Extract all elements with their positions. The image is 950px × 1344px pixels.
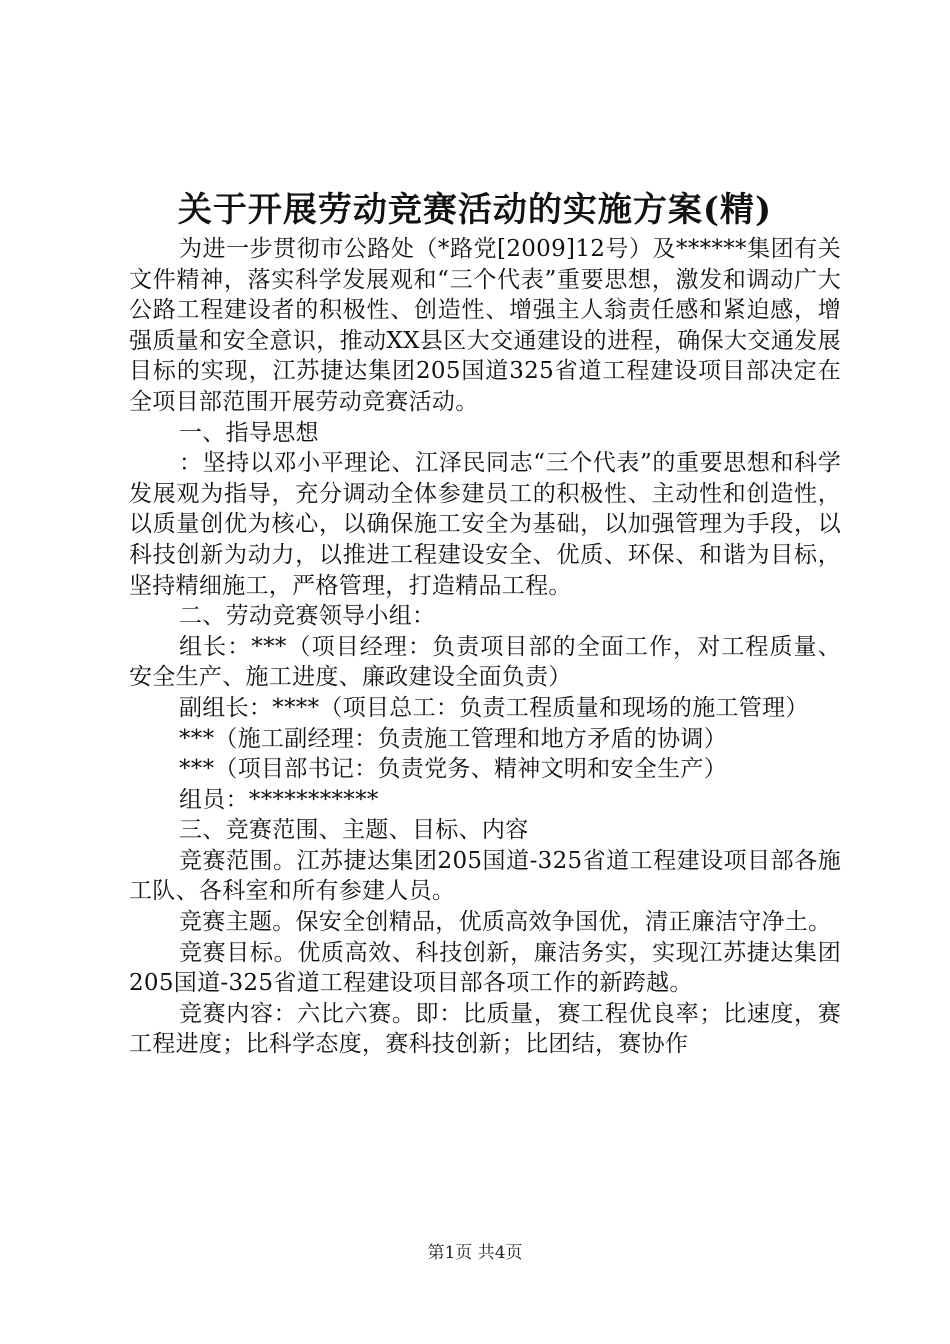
paragraph-deputy-leader: 副组长：****（项目总工：负责工程质量和现场的施工管理）	[179, 694, 809, 721]
heading-guiding-ideology: 一、指导思想	[179, 419, 319, 446]
paragraph-group-leader: 组长：***（项目经理：负责项目部的全面工作，对工程质量、安全生产、施工进度、廉政建设全面负责）	[129, 633, 841, 691]
document-title: 关于开展劳动竞赛活动的实施方案(精)	[177, 190, 773, 230]
paragraph-members: 组员：***********	[179, 786, 379, 813]
paragraph-competition-content: 竞赛内容：六比六赛。即：比质量，赛工程优良率；比速度，赛工程进度；比科学态度，赛科技创新；比团结，赛协作	[129, 1000, 841, 1058]
heading-competition-scope: 三、竞赛范围、主题、目标、内容	[179, 817, 529, 844]
paragraph-competition-goal: 竞赛目标。优质高效、科技创新，廉洁务实，实现江苏捷达集团205国道-325省道工程建设项目部各项工作的新跨越。	[129, 939, 841, 997]
paragraph-guiding-ideology: ：坚持以邓小平理论、江泽民同志“三个代表”的重要思想和科学发展观为指导，充分调动全体参建员工的积极性、主动性和创造性，以质量创优为核心，以确保施工安全为基础，以加强管理为手段，以科技创新为动力，以推进工程建设安全、优质、环保、和谐为目标，坚持精细施工，严格管理，打造精品工程。	[129, 450, 841, 599]
heading-leadership-group: 二、劳动竞赛领导小组：	[179, 603, 436, 630]
paragraph-construction-deputy: ***（施工副经理：负责施工管理和地方矛盾的协调）	[179, 725, 727, 752]
paragraph-intro: 为进一步贯彻市公路处（*路党[2009]12号）及******集团有关文件精神，落实科学发展观和“三个代表”重要思想，激发和调动广大公路工程建设者的积极性、创造性、增强主人翁责任感和紧迫感，增强质量和安全意识，推动XX县区大交通建设的进程，确保大交通发展目标的实现，江苏捷达集团205国道325省道工程建设项目部决定在全项目部范围开展劳动竞赛活动。	[129, 236, 841, 415]
paragraph-competition-range: 竞赛范围。江苏捷达集团205国道-325省道工程建设项目部各施工队、各科室和所有参建人员。	[129, 847, 841, 905]
page-number: 第1页 共4页	[427, 1243, 523, 1263]
document-body	[129, 234, 841, 1060]
paragraph-competition-theme: 竞赛主题。保安全创精品，优质高效争国优，清正廉洁守净土。	[179, 909, 832, 936]
paragraph-party-secretary: ***（项目部书记：负责党务、精神文明和安全生产）	[179, 756, 727, 783]
